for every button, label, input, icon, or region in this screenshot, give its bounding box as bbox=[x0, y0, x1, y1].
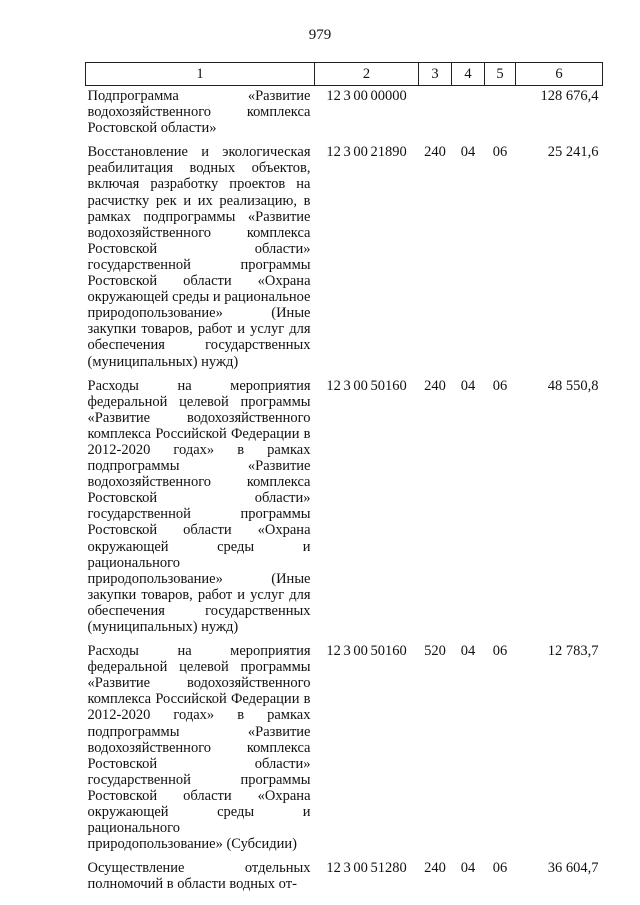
column-header-6: 6 bbox=[516, 63, 603, 86]
target-article-code-cell: 12 3 00 50160 bbox=[326, 377, 407, 394]
subsection-cell: 06 bbox=[492, 860, 508, 877]
target-article-code-cell: 12 3 00 00000 bbox=[326, 88, 407, 104]
section-cell: 04 bbox=[460, 860, 476, 877]
budget-table bbox=[85, 62, 603, 899]
table-row bbox=[86, 641, 603, 858]
expense-type-cell: 240 bbox=[424, 860, 446, 877]
expense-name-cell: Подпрограмма «Развитие водохозяйственного комплекса Ростовской области» bbox=[87, 88, 311, 137]
target-article-code-cell: 12 3 00 51280 bbox=[326, 860, 407, 877]
subsection-cell bbox=[485, 86, 516, 143]
amount-cell: 36 604,7 bbox=[547, 860, 599, 877]
expense-type-cell: 240 bbox=[424, 377, 446, 394]
amount-cell: 48 550,8 bbox=[547, 377, 599, 394]
table-header-row bbox=[86, 63, 603, 86]
column-header-1: 1 bbox=[86, 63, 315, 86]
amount-cell: 128 676,4 bbox=[540, 88, 599, 104]
subsection-cell: 06 bbox=[492, 377, 508, 394]
section-cell: 04 bbox=[460, 144, 476, 161]
expense-type-cell: 520 bbox=[424, 643, 446, 660]
expense-name-cell: Расходы на мероприятия федеральной целевой программы «Развитие водохозяйственного комплекса Российской Федерации в 2012-2020 годах» в рамках подпрограммы «Развитие водохозяйственного комплекса Ростовской области» государственной программы Ростовской области «Охрана окружающей среды и рационального природопользование» (Субсидии) bbox=[87, 643, 311, 853]
target-article-code-cell: 12 3 00 50160 bbox=[326, 643, 407, 660]
column-header-5: 5 bbox=[485, 63, 516, 86]
subsection-cell: 06 bbox=[492, 144, 508, 161]
table-row bbox=[86, 86, 603, 143]
page-number: 979 bbox=[308, 27, 332, 43]
section-cell: 04 bbox=[460, 643, 476, 660]
section-cell bbox=[452, 86, 485, 143]
target-article-code-cell: 12 3 00 21890 bbox=[326, 144, 407, 161]
expense-type-cell bbox=[419, 86, 452, 143]
expense-type-cell: 240 bbox=[424, 144, 446, 161]
table-row bbox=[86, 376, 603, 642]
section-cell: 04 bbox=[460, 377, 476, 394]
expense-name-cell: Расходы на мероприятия федеральной целевой программы «Развитие водохозяйственного комплекса Российской Федерации в 2012-2020 годах» в рамках подпрограммы «Развитие водохозяйственного комплекса Ростовской области» государственной программы Ростовской области «Охрана окружающей среды и рационального природопользование» (Иные закупки товаров, работ и услуг для обеспечения государственных (муниципальных) нужд) bbox=[87, 377, 311, 635]
expense-name-cell: Восстановление и экологическая реабилитация водных объектов, включая разработку проектов на расчистку рек и их реализацию, в рамках подпрограммы «Развитие водохозяйственного комплекса Ростовской области» государственной программы Ростовской области «Охрана окружающей среды и рациональное природопользование» (Иные закупки товаров, работ и услуг для обеспечения государственных (муниципальных) нужд) bbox=[87, 144, 311, 370]
column-header-2: 2 bbox=[315, 63, 419, 86]
table-row bbox=[86, 142, 603, 375]
subsection-cell: 06 bbox=[492, 643, 508, 660]
table-row bbox=[86, 858, 603, 898]
column-header-4: 4 bbox=[452, 63, 485, 86]
amount-cell: 25 241,6 bbox=[547, 144, 599, 161]
amount-cell: 12 783,7 bbox=[547, 643, 599, 660]
column-header-3: 3 bbox=[419, 63, 452, 86]
expense-name-cell: Осуществление отдельных полномочий в области водных от- bbox=[87, 860, 311, 893]
